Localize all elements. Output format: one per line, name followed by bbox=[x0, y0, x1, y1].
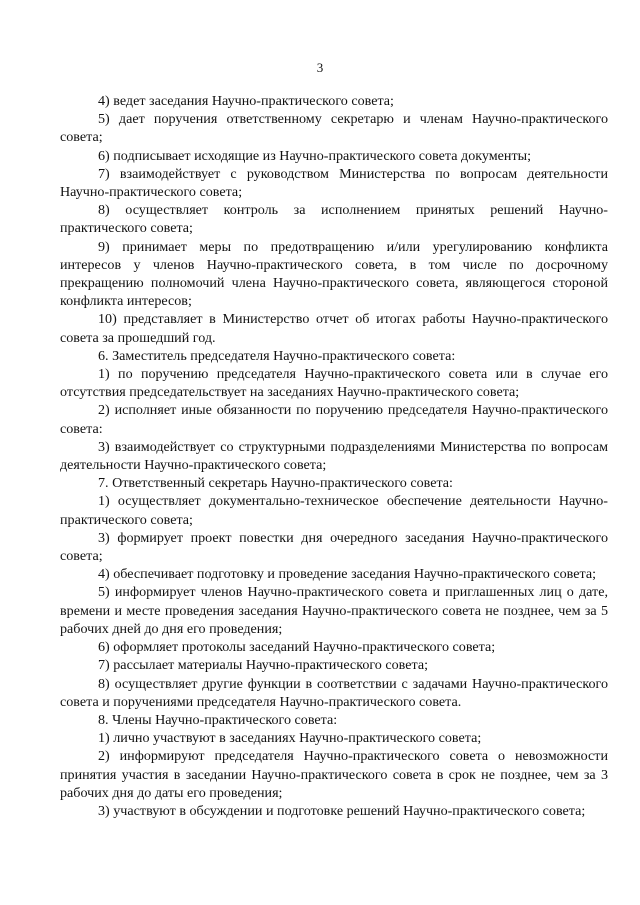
paragraph-19: 8) осуществляет другие функции в соответствии с задачами Научно-практического совета и поручениями председателя Научно-практического совета. bbox=[60, 675, 608, 710]
paragraph-21: 1) лично участвуют в заседаниях Научно-практического совета; bbox=[98, 730, 482, 747]
paragraph-7: 10) представляет в Министерство отчет об итогах работы Научно-практического совета за прошедший год. bbox=[60, 311, 608, 346]
paragraph-14: 3) формирует проект повестки дня очередного заседания Научно-практического совета; bbox=[60, 529, 608, 565]
paragraph-11: 3) взаимодействует со структурными подразделениями Министерства по вопросам деятельности Научно-практического совета; bbox=[60, 438, 608, 474]
paragraph-4: 7) взаимодействует с руководством Министерства по вопросам деятельности Научно-практического совета; bbox=[60, 165, 608, 201]
section-heading-6: 6. Заместитель председателя Научно-практического совета: bbox=[98, 347, 456, 364]
paragraph-16: 5) информирует членов Научно-практического совета и приглашенных лиц о дате, времени и месте проведения заседания Научно-практического совета не позднее, чем за 5 рабочих дней до дня его проведения; bbox=[60, 584, 608, 637]
paragraph-1: 4) ведет заседания Научно-практического совета; bbox=[98, 93, 394, 109]
section-heading-8: 8. Члены Научно-практического совета: bbox=[98, 711, 338, 728]
paragraph-6: 9) принимает меры по предотвращению и/или урегулированию конфликта интересов у членов Научно-практического совета, в том числе по досрочному прекращению полномочий члена Научно-практического совета, являющегося стороной конфликта интересов; bbox=[60, 238, 608, 310]
document-body bbox=[60, 92, 608, 820]
paragraph-3: 6) подписывает исходящие из Научно-практического совета документы; bbox=[98, 147, 532, 164]
page-number: 3 bbox=[316, 60, 324, 75]
paragraph-23: 3) участвуют в обсуждении и подготовке решений Научно-практического совета; bbox=[98, 802, 586, 819]
section-heading-7: 7. Ответственный секретарь Научно-практического совета: bbox=[98, 475, 453, 492]
paragraph-18: 7) рассылает материалы Научно-практического совета; bbox=[98, 657, 428, 674]
paragraph-9: 1) по поручению председателя Научно-практического совета или в случае его отсутствия председательствует на заседаниях Научно-практического совета; bbox=[60, 366, 608, 401]
paragraph-10: 2) исполняет иные обязанности по поручению председателя Научно-практического совета: bbox=[60, 402, 608, 437]
paragraph-2: 5) дает поручения ответственному секретарю и членам Научно-практического совета; bbox=[60, 111, 608, 146]
paragraph-17: 6) оформляет протоколы заседаний Научно-практического совета; bbox=[98, 639, 496, 656]
paragraph-13: 1) осуществляет документально-техническое обеспечение деятельности Научно-практического совета; bbox=[60, 493, 608, 528]
paragraph-15: 4) обеспечивает подготовку и проведение заседания Научно-практического совета; bbox=[98, 566, 597, 583]
paragraph-22: 2) информируют председателя Научно-практического совета о невозможности принятия участия в заседании Научно-практического совета в срок не позднее, чем за 3 рабочих дня до даты его проведения; bbox=[60, 748, 608, 801]
paragraph-5: 8) осуществляет контроль за исполнением принятых решений Научно-практического совета; bbox=[60, 202, 608, 237]
